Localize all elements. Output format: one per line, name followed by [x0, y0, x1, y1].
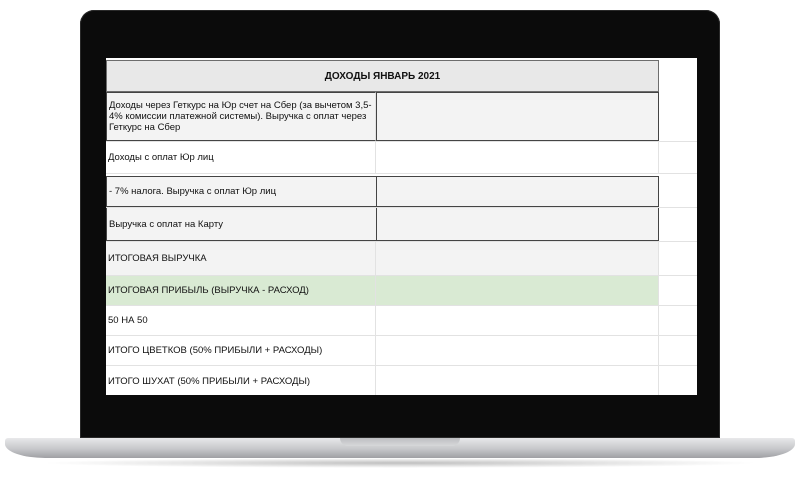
header-row: [106, 60, 697, 92]
empty-cell[interactable]: [659, 208, 697, 241]
spreadsheet: [106, 58, 697, 395]
row-value-cell[interactable]: [376, 336, 659, 365]
row-label-cell[interactable]: Выручка с оплат на Карту: [106, 208, 376, 241]
row-label-cell[interactable]: ИТОГО ШУХАТ (50% ПРИБЫЛИ + РАСХОДЫ): [106, 366, 376, 395]
table-row: [106, 276, 697, 306]
empty-cell[interactable]: [659, 60, 697, 92]
empty-cell[interactable]: [659, 306, 697, 335]
row-label-cell[interactable]: Доходы через Геткурс на Юр счет на Сбер (за вычетом 3,5-4% комиссии платежной системы). Выручка с оплат через Геткурс на Сбер: [106, 92, 376, 141]
row-label-cell[interactable]: - 7% налога. Выручка с оплат Юр лиц: [106, 176, 376, 207]
table-row: [106, 366, 697, 395]
table-row: [106, 142, 697, 174]
empty-cell[interactable]: [659, 276, 697, 305]
empty-cell[interactable]: [659, 366, 697, 395]
row-label-cell[interactable]: ИТОГОВАЯ ВЫРУЧКА: [106, 242, 376, 275]
empty-cell[interactable]: [659, 92, 697, 141]
row-value-cell[interactable]: [376, 276, 659, 305]
row-label-cell[interactable]: ИТОГОВАЯ ПРИБЫЛЬ (ВЫРУЧКА - РАСХОД): [106, 276, 376, 305]
empty-cell[interactable]: [659, 242, 697, 275]
row-value-cell[interactable]: [376, 242, 659, 275]
row-label-cell[interactable]: 50 НА 50: [106, 306, 376, 335]
row-value-cell[interactable]: [376, 176, 659, 207]
row-label-cell[interactable]: ИТОГО ЦВЕТКОВ (50% ПРИБЫЛИ + РАСХОДЫ): [106, 336, 376, 365]
table-row: [106, 336, 697, 366]
table-row: [106, 92, 697, 142]
empty-cell[interactable]: [659, 176, 697, 207]
laptop-shadow: [40, 458, 760, 468]
table-row: [106, 306, 697, 336]
empty-cell[interactable]: [659, 336, 697, 365]
row-label-cell[interactable]: Доходы с оплат Юр лиц: [106, 142, 376, 173]
row-value-cell[interactable]: [376, 306, 659, 335]
table-row: [106, 208, 697, 242]
laptop-screen: [106, 58, 697, 395]
row-value-cell[interactable]: [376, 208, 659, 241]
table-row: [106, 176, 697, 208]
laptop-hinge-notch: [340, 438, 460, 446]
row-value-cell[interactable]: [376, 92, 659, 141]
empty-cell[interactable]: [659, 142, 697, 173]
table-row: [106, 242, 697, 276]
row-value-cell[interactable]: [376, 366, 659, 395]
row-value-cell[interactable]: [376, 142, 659, 173]
sheet-title-cell[interactable]: ДОХОДЫ ЯНВАРЬ 2021: [106, 60, 659, 92]
